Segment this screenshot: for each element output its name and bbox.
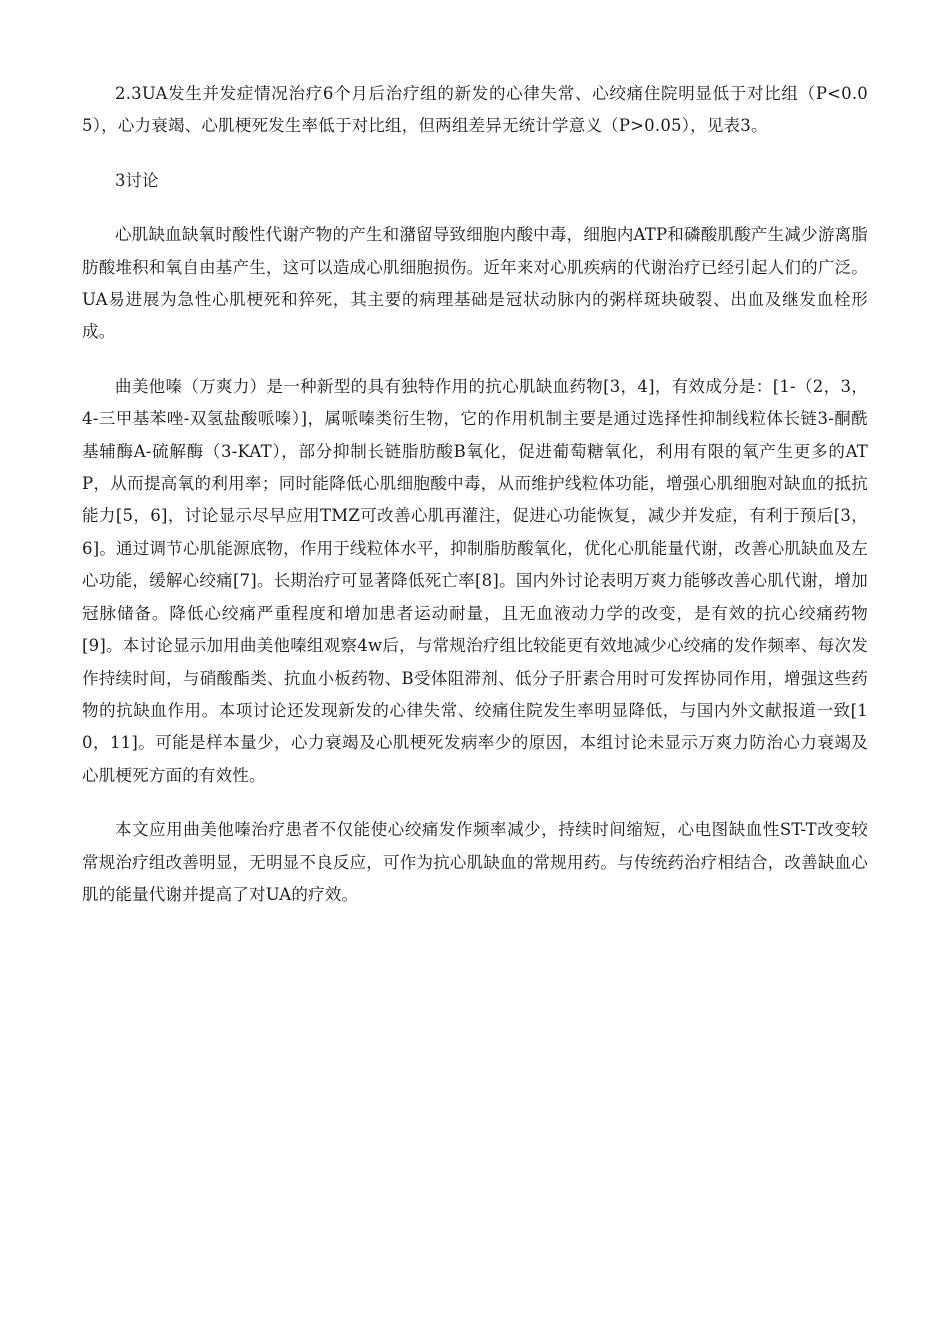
section-heading-discussion: 3讨论 [115, 170, 159, 190]
paragraph-conclusion: 本文应用曲美他嗪治疗患者不仅能使心绞痛发作频率减少，持续时间缩短，心电图缺血性ST-T改变较常规治疗组改善明显，无明显不良反应，可作为抗心肌缺血的常规用药。与传统药治疗相结合，改善缺血心肌的能量代谢并提高了对UA的疗效。 [82, 820, 868, 904]
document-page [82, 78, 868, 933]
paragraph-trimetazidine-discussion: 曲美他嗪（万爽力）是一种新型的具有独特作用的抗心肌缺血药物[3，4]，有效成分是：[1-（2，3，4-三甲基苯唑-双氢盐酸哌嗪）]，属哌嗪类衍生物，它的作用机制主要是通过选择性抑制线粒体长链3-酮酰基辅酶A-硫解酶（3-KAT），部分抑制长链脂肪酸B氧化，促进葡萄糖氧化，利用有限的氧产生更多的ATP，从而提高氧的利用率；同时能降低心肌细胞酸中毒，从而维护线粒体功能，增强心肌细胞对缺血的抵抗能力[5，6]，讨论显示尽早应用TMZ可改善心肌再灌注，促进心功能恢复，减少并发症，有利于预后[3，6]。通过调节心肌能源底物，作用于线粒体水平，抑制脂肪酸氧化，优化心肌能量代谢，改善心肌缺血及左心功能，缓解心绞痛[7]。长期治疗可显著降低死亡率[8]。国内外讨论表明万爽力能够改善心肌代谢，增加冠脉储备。降低心绞痛严重程度和增加患者运动耐量，且无血液动力学的改变，是有效的抗心绞痛药物[9]。本讨论显示加用曲美他嗪组观察4w后，与常规治疗组比较能更有效地减少心绞痛的发作频率、每次发作持续时间，与硝酸酯类、抗血小板药物、B受体阻滞剂、低分子肝素合用时可发挥协同作用，增强这些药物的抗缺血作用。本项讨论还发现新发的心律失常、绞痛住院发生率明显降低，与国内外文献报道一致[10，11]。可能是样本量少，心力衰竭及心肌梗死发病率少的原因，本组讨论未显示万爽力防治心力衰竭及心肌梗死方面的有效性。 [82, 376, 868, 785]
paragraph-complications-results: 2.3UA发生并发症情况治疗6个月后治疗组的新发的心律失常、心绞痛住院明显低于对比组（P<0.05），心力衰竭、心肌梗死发生率低于对比组，但两组差异无统计学意义（P>0.05），见表3。 [82, 84, 868, 136]
paragraph-ischemia-mechanism: 心肌缺血缺氧时酸性代谢产物的产生和潴留导致细胞内酸中毒，细胞内ATP和磷酸肌酸产生减少游离脂肪酸堆积和氧自由基产生，这可以造成心肌细胞损伤。近年来对心肌疾病的代谢治疗已经引起人们的广泛。UA易进展为急性心肌梗死和猝死，其主要的病理基础是冠状动脉内的粥样斑块破裂、出血及继发血栓形成。 [82, 225, 868, 342]
